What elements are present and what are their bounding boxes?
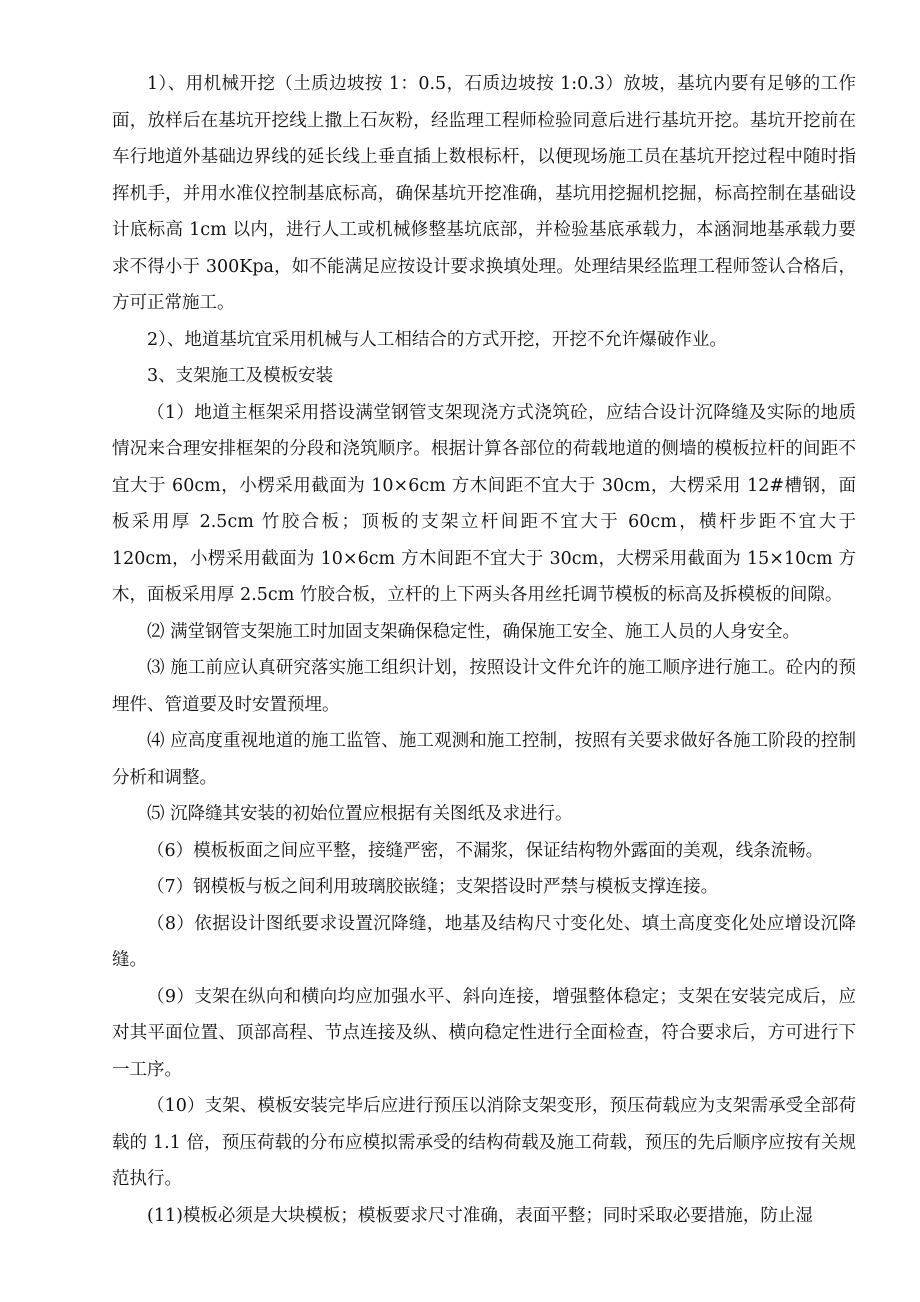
section-heading-formwork: 3、支架施工及模板安装 [147, 366, 334, 386]
paragraph-item-4: ⑷ 应高度重视地道的施工监管、施工观测和施工控制，按照有关要求做好各施工阶段的控制分析和调整。 [112, 731, 856, 788]
paragraph-item-6: （6）模板板面之间应平整，接缝严密，不漏浆，保证结构物外露面的美观，线条流畅。 [147, 840, 824, 861]
paragraph-item-10: （10）支架、模板安装完毕后应进行预压以消除支架变形，预压荷载应为支架需承受全部荷载的 1.1 倍，预压荷载的分布应模拟需承受的结构荷载及施工荷载，预压的先后顺序应按有关规范执行。 [112, 1096, 856, 1189]
paragraph-item-1: （1）地道主框架采用搭设满堂钢管支架现浇方式浇筑砼，应结合设计沉降缝及实际的地质情况来合理安排框架的分段和浇筑顺序。根据计算各部位的荷载地道的侧墙的模板拉杆的间距不宜大于 60cm，小楞采用截面为 10×6cm 方木间距不宜大于 30cm，大楞采用 12#槽钢，面板采用厚 2.5cm 竹胶合板；顶板的支架立杆间距不宜大于 60cm，横杆步距不宜大于 120cm，小楞采用截面为 10×6cm 方木间距不宜大于 30cm，大楞采用截面为 15×10cm 方木，面板采用厚 2.5cm 竹胶合板，立杆的上下两头各用丝托调节模板的标高及拆模板的间隙。 [112, 402, 856, 605]
paragraph-item-11: (11)模板必须是大块模板；模板要求尺寸准确，表面平整；同时采取必要措施，防止湿 [147, 1205, 813, 1226]
paragraph-excavation-method: 1）、用机械开挖（土质边坡按 1：0.5，石质边坡按 1:0.3）放坡，基坑内要有足够的工作面，放样后在基坑开挖线上撒上石灰粉，经监理工程师检验同意后进行基坑开挖。基坑开挖前在车行地道外基础边界线的延长线上垂直插上数根标杆，以便现场施工员在基坑开挖过程中随时指挥机手，并用水准仪控制基底标高，确保基坑开挖准确，基坑用挖掘机挖掘，标高控制在基础设计底标高 1cm 以内，进行人工或机械修整基坑底部，并检验基底承载力，本涵洞地基承载力要求不得小于 300Kpa，如不能满足应按设计要求换填处理。处理结果经监理工程师签认合格后，方可正常施工。 [112, 74, 856, 313]
paragraph-item-8: （8）依据设计图纸要求设置沉降缝，地基及结构尺寸变化处、填土高度变化处应增设沉降缝。 [112, 913, 856, 970]
paragraph-item-3: ⑶ 施工前应认真研究落实施工组织计划，按照设计文件允许的施工顺序进行施工。砼内的预埋件、管道要及时安置预埋。 [112, 658, 856, 715]
paragraph-item-2: ⑵ 满堂钢管支架施工时加固支架确保稳定性，确保施工安全、施工人员的人身安全。 [147, 621, 801, 642]
paragraph-excavation-mode: 2）、地道基坑宜采用机械与人工相结合的方式开挖，开挖不允许爆破作业。 [147, 329, 727, 350]
paragraph-item-5: ⑸ 沉降缝其安装的初始位置应根据有关图纸及求进行。 [147, 804, 573, 824]
paragraph-item-7: （7）钢模板与板之间利用玻璃胶嵌缝；支架搭设时严禁与模板支撑连接。 [147, 877, 719, 897]
paragraph-item-9: （9）支架在纵向和横向均应加强水平、斜向连接，增强整体稳定；支架在安装完成后，应对其平面位置、顶部高程、节点连接及纵、横向稳定性进行全面检查，符合要求后，方可进行下一工序。 [112, 986, 856, 1080]
document-page [112, 66, 856, 1234]
